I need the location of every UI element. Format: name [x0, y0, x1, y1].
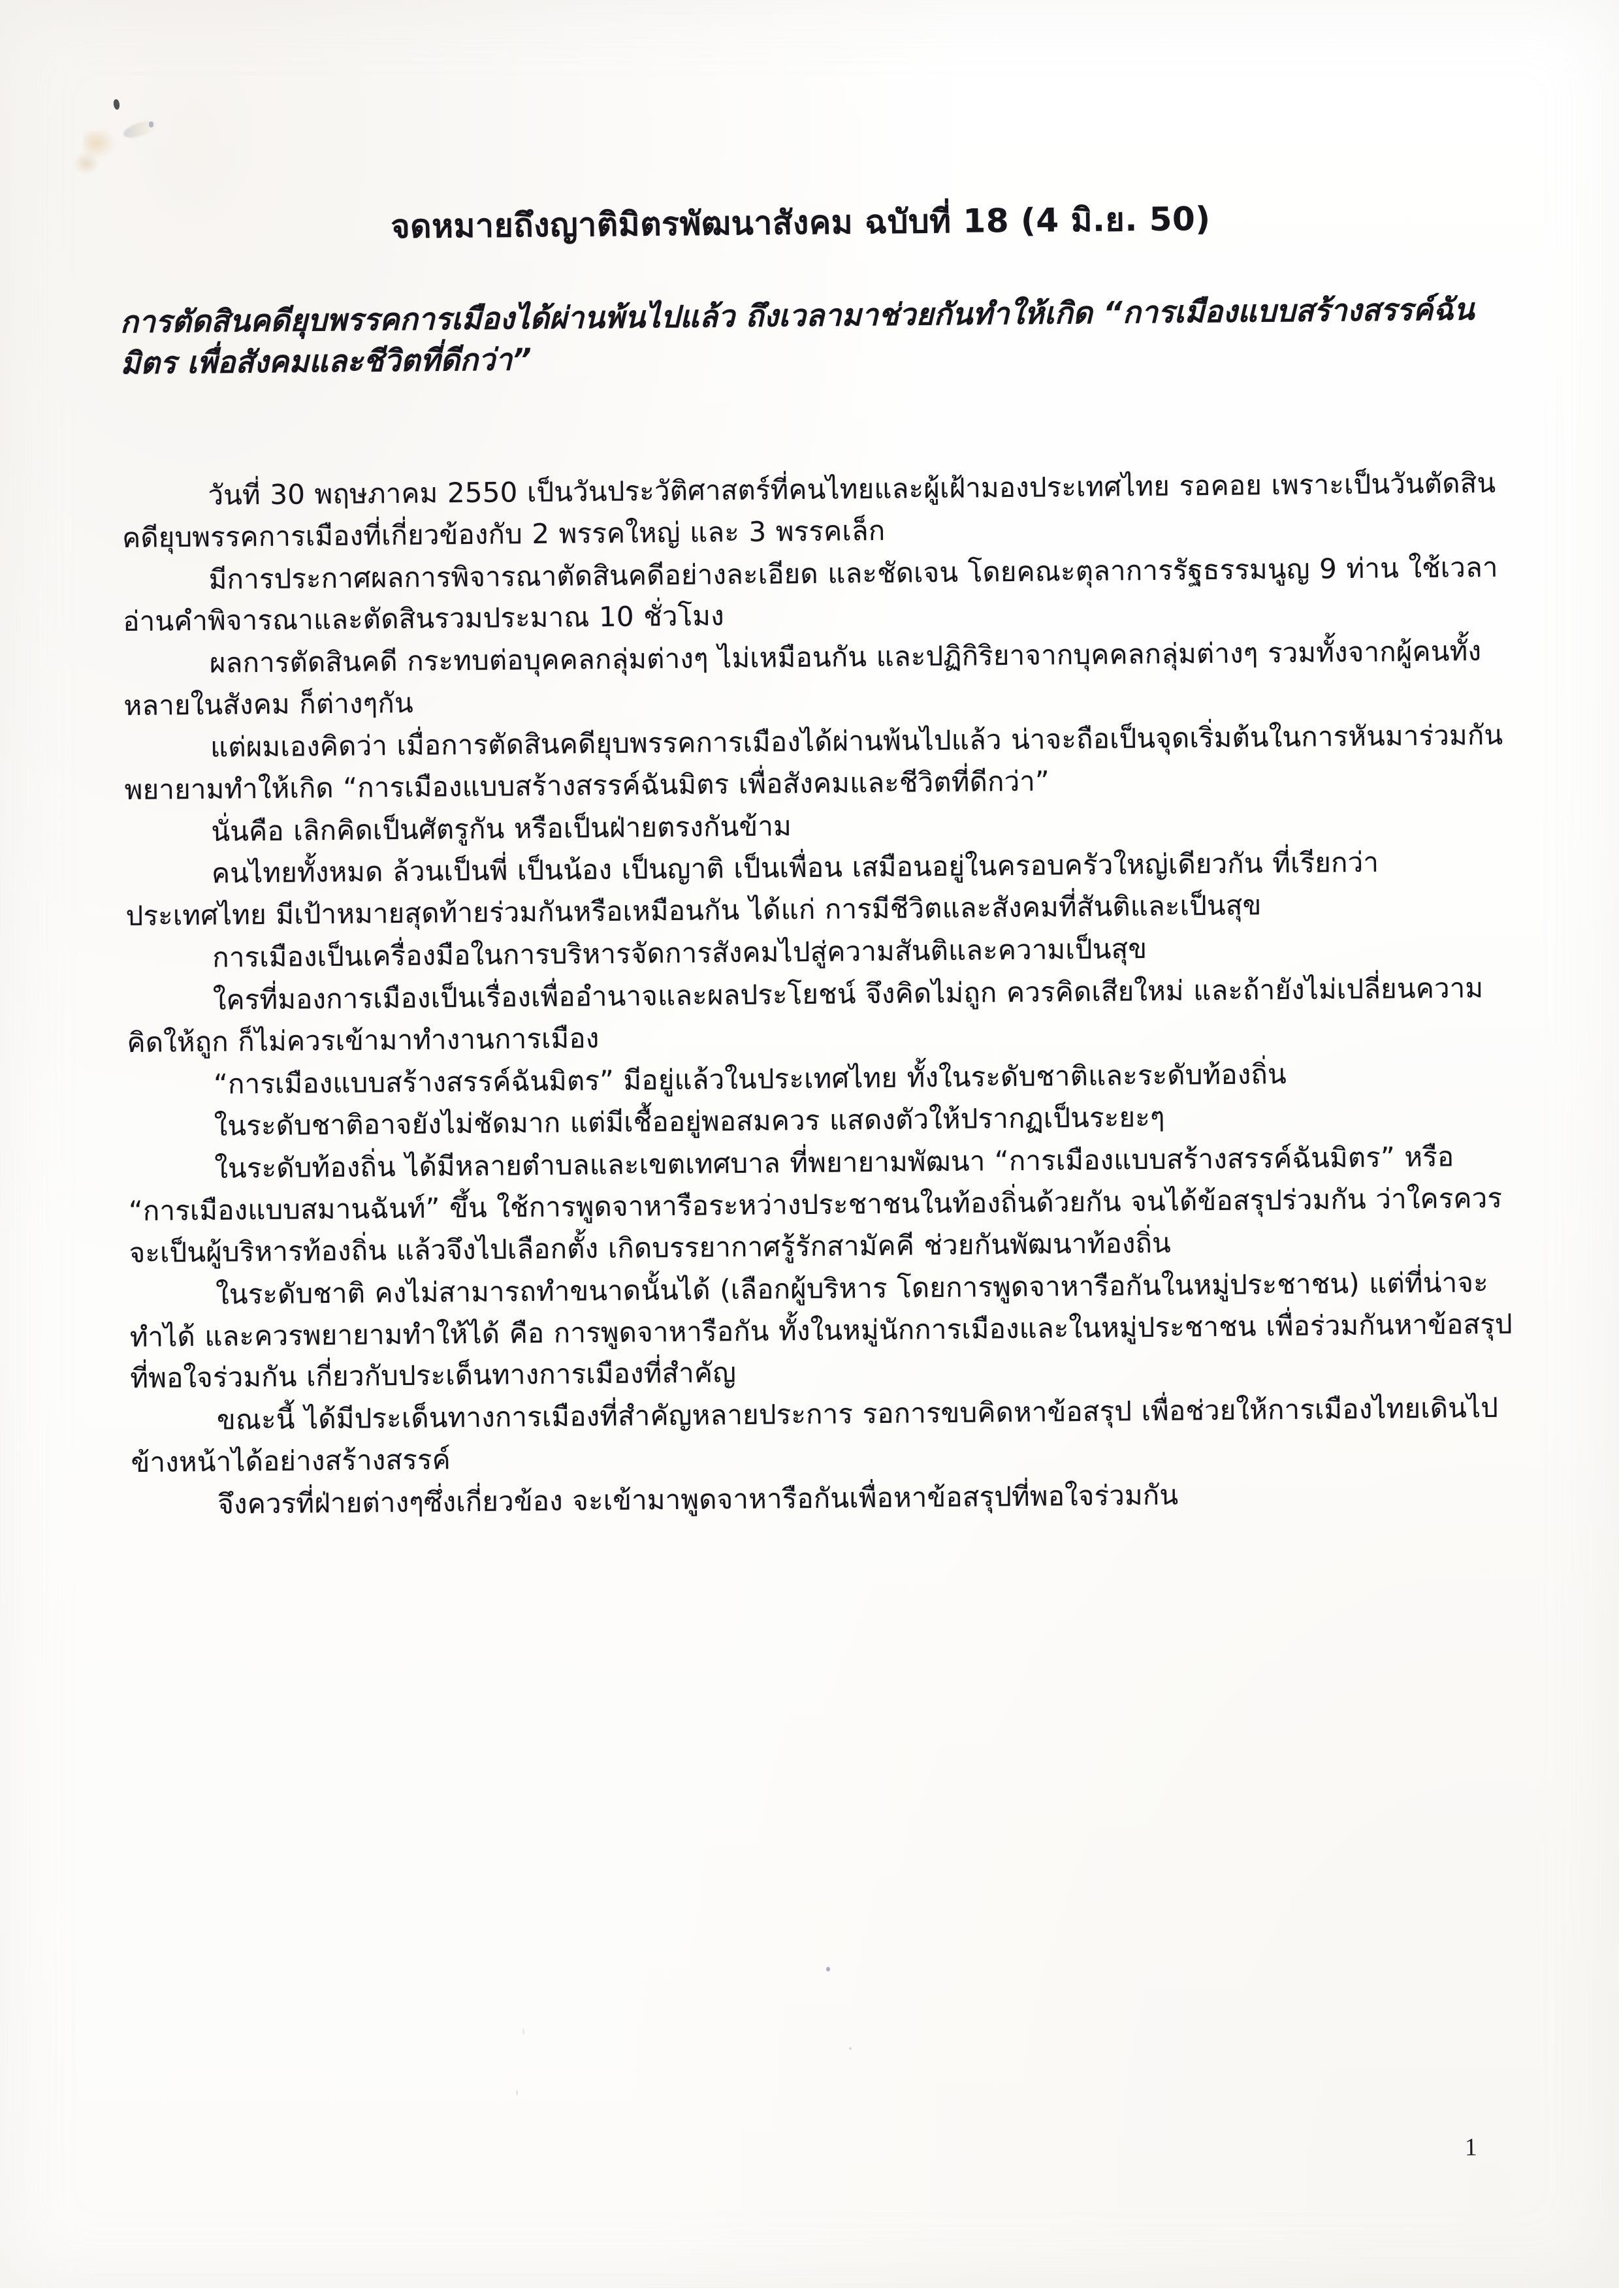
paragraph: ในระดับชาติอาจยังไม่ชัดมาก แต่มีเชื้ออยู่พอสมควร แสดงตัวให้ปรากฏเป็นระยะๆ	[214, 1101, 1165, 1143]
paragraph: มีการประกาศผลการพิจารณาตัดสินคดีอย่างละเอียด และชัดเจน โดยคณะตุลาการรัฐธรรมนูญ 9 ท่าน ใช้เวลาอ่านคำพิจารณาและตัดสินรวมประมาณ 10 ชั่วโมง	[123, 550, 1498, 638]
paragraph: คนไทยทั้งหมด ล้วนเป็นพี่ เป็นน้อง เป็นญาติ เป็นเพื่อน เสมือนอยู่ในครอบครัวใหญ่เดียวกัน ที่เรียกว่า ประเทศไทย มีเป้าหมายสุดท้ายร่วมกันหรือเหมือนกัน ได้แก่ การมีชีวิตและสังคมที่สันติและเป็นสุข	[125, 846, 1379, 933]
paragraph: วันที่ 30 พฤษภาคม 2550 เป็นวันประวัติศาสตร์ที่คนไทยและผู้เฝ้ามองประเทศไทย รอคอย เพราะเป็นวันตัดสินคดียุบพรรคการเมืองที่เกี่ยวข้องกับ 2 พรรคใหญ่ และ 3 พรรคเล็ก	[121, 466, 1496, 554]
paragraph: นั่นคือ เลิกคิดเป็นศัตรูกัน หรือเป็นฝ่ายตรงกันข้าม	[211, 809, 792, 848]
paragraph: แต่ผมเองคิดว่า เมื่อการตัดสินคดียุบพรรคการเมืองได้ผ่านพ้นไปแล้ว น่าจะถือเป็นจุดเริ่มต้นในการหันมาร่วมกันพยายามทำให้เกิด “การเมืองแบบสร้างสรรค์ฉันมิตร เพื่อสังคมและชีวิตที่ดีกว่า”	[124, 718, 1503, 806]
document-title	[0, 189, 1611, 257]
body-copy	[121, 462, 1524, 1527]
paragraph: ใครที่มองการเมืองเป็นเรื่องเพื่ออำนาจและผลประโยชน์ จึงคิดไม่ถูก ควรคิดเสียใหม่ และถ้ายังไม่เปลี่ยนความคิดให้ถูก ก็ไม่ควรเข้ามาทำงานการเมือง	[127, 972, 1484, 1059]
paragraph: ผลการตัดสินคดี กระทบต่อบุคคลกลุ่มต่างๆ ไม่เหมือนกัน และปฏิกิริยาจากบุคคลกลุ่มต่างๆ รวมทั้งจากผู้คนทั้งหลายในสังคม ก็ต่างๆกัน	[123, 635, 1482, 722]
document-subtitle: การตัดสินคดียุบพรรคการเมืองได้ผ่านพ้นไปแล้ว ถึงเวลามาช่วยกันทำให้เกิด “การเมืองแบบสร้างสรรค์ฉันมิตร เพื่อสังคมและชีวิตที่ดีกว่า”	[120, 291, 1475, 381]
document-title-issue: ฉบับที่ 18 (4 มิ.ย. 50)	[864, 199, 1211, 241]
paragraph: ขณะนี้ ได้มีประเด็นทางการเมืองที่สำคัญหลายประการ รอการขบคิดหาข้อสรุป เพื่อช่วยให้การเมืองไทยเดินไปข้างหน้าได้อย่างสร้างสรรค์	[131, 1392, 1499, 1479]
document-title-main: จดหมายถึงญาติมิตรพัฒนาสังคม	[391, 202, 854, 246]
page-number: 1	[1464, 2133, 1478, 2161]
paragraph: “การเมืองแบบสร้างสรรค์ฉันมิตร” มีอยู่แล้วในประเทศไทย ทั้งในระดับชาติและระดับท้องถิ่น	[213, 1057, 1287, 1100]
paragraph: ในระดับท้องถิ่น ได้มีหลายตำบลและเขตเทศบาล ที่พยายามพัฒนา “การเมืองแบบสร้างสรรค์ฉันมิตร” หรือ “การเมืองแบบสมานฉันท์” ขึ้น ใช้การพูดจาหารือระหว่างประชาชนในท้องถิ่นด้วยกัน จนได้ข้อสรุปร่วมกัน ว่าใครควรจะเป็นผู้บริหารท้องถิ่น แล้วจึงไปเลือกตั้ง เกิดบรรยากาศรู้รักสามัคคี ช่วยกันพัฒนาท้องถิ่น	[128, 1140, 1503, 1269]
paragraph: ในระดับชาติ คงไม่สามารถทำขนาดนั้นได้ (เลือกผู้บริหาร โดยการพูดจาหารือกันในหมู่ประชาชน) แต่ที่น่าจะทำได้ และควรพยายามทำให้ได้ คือ การพูดจาหารือกัน ทั้งในหมู่นักการเมืองและในหมู่ประชาชน เพื่อร่วมกันหาข้อสรุปที่พอใจร่วมกัน เกี่ยวกับประเด็นทางการเมืองที่สำคัญ	[129, 1266, 1513, 1395]
paragraph: จึงควรที่ฝ่ายต่างๆซึ่งเกี่ยวข้อง จะเข้ามาพูดจาหารือกันเพื่อหาข้อสรุปที่พอใจร่วมกัน	[217, 1478, 1179, 1520]
paragraph: การเมืองเป็นเครื่องมือในการบริหารจัดการสังคมไปสู่ความสันติและความเป็นสุข	[212, 933, 1147, 974]
